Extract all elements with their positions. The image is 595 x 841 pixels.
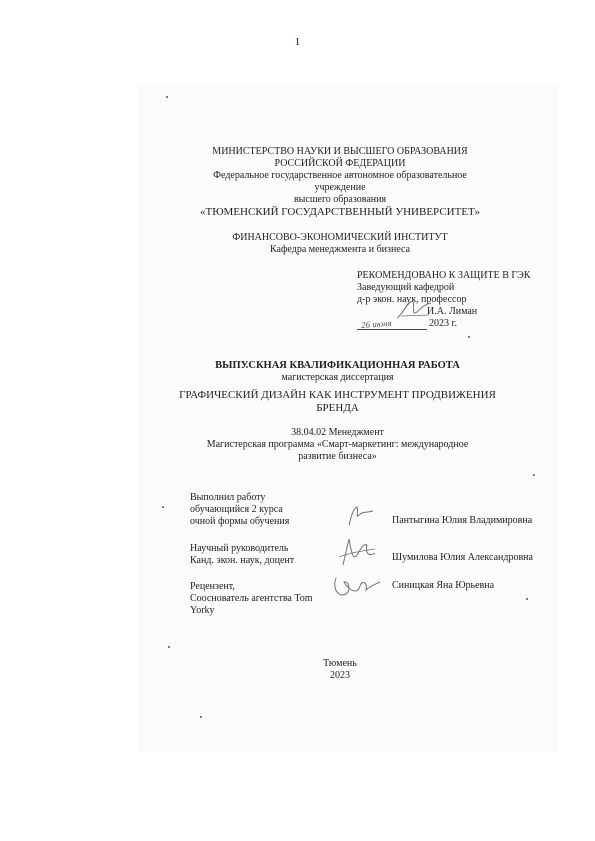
scan-speck xyxy=(533,474,535,476)
program-line-1: Магистерская программа «Смарт-маркетинг: международное xyxy=(206,439,469,450)
institute-block xyxy=(190,232,490,256)
reviewer-role-line-1: Рецензент, xyxy=(190,581,235,592)
scan-speck xyxy=(162,506,164,508)
reviewer-role xyxy=(190,581,340,617)
work-block xyxy=(170,360,505,384)
work-subtype: магистерская диссертация xyxy=(281,372,394,383)
scan-speck xyxy=(166,96,168,98)
ministry-line-1: МИНИСТЕРСТВО НАУКИ И ВЫСШЕГО ОБРАЗОВАНИЯ xyxy=(212,146,468,157)
specialty-code: 38.04.02 Менеджмент xyxy=(291,427,384,438)
author-signature xyxy=(345,503,377,527)
work-title-line-2: БРЕНДА xyxy=(316,402,359,414)
footer-year: 2023 xyxy=(330,670,350,681)
footer-city: Тюмень xyxy=(323,658,357,669)
handwritten-date: 26 июня xyxy=(360,317,393,331)
scan-speck xyxy=(468,336,470,338)
supervisor-signature xyxy=(335,535,379,569)
reviewer-role-line-3: Yorky xyxy=(190,605,215,616)
reviewer-signature xyxy=(330,570,382,602)
author-role-line-1: Выполнил работу xyxy=(190,492,266,503)
institute-name: ФИНАНСОВО-ЭКОНОМИЧЕСКИЙ ИНСТИТУТ xyxy=(232,232,448,243)
page-number: 1 xyxy=(294,36,301,48)
author-role-line-3: очной формы обучения xyxy=(190,516,290,527)
approval-degree: д-р экон. наук, профессор xyxy=(357,294,467,305)
work-title xyxy=(170,389,505,415)
approval-name: И.А. Лиман xyxy=(427,306,478,317)
work-title-line-1: ГРАФИЧЕСКИЙ ДИЗАЙН КАК ИНСТРУМЕНТ ПРОДВИЖЕНИЯ xyxy=(179,389,496,401)
header-block xyxy=(190,146,490,219)
scan-speck xyxy=(168,646,170,648)
reviewer-role-line-2: Сооснователь агентства Tom xyxy=(190,593,313,604)
author-role xyxy=(190,492,340,528)
university-name: «ТЮМЕНСКИЙ ГОСУДАРСТВЕННЫЙ УНИВЕРСИТЕТ» xyxy=(200,206,480,218)
institution-line-1: Федеральное государственное автономное образовательное xyxy=(213,170,467,181)
ministry-line-2: РОССИЙСКОЙ ФЕДЕРАЦИИ xyxy=(274,158,406,169)
approval-recommended: РЕКОМЕНДОВАНО К ЗАЩИТЕ В ГЭК xyxy=(357,270,531,281)
supervisor-role-line-2: Канд. экон. наук, доцент xyxy=(190,555,295,566)
department-name: Кафедра менеджмента и бизнеса xyxy=(269,244,411,255)
institution-line-3: высшего образования xyxy=(293,194,387,205)
approval-year: 2023 г. xyxy=(429,318,457,329)
work-type: ВЫПУСКНАЯ КВАЛИФИКАЦИОННАЯ РАБОТА xyxy=(215,360,460,371)
author-name: Пантыгина Юлия Владимировна xyxy=(392,515,533,526)
author-role-line-2: обучающийся 2 курса xyxy=(190,504,283,515)
institution-line-2: учреждение xyxy=(314,182,366,193)
supervisor-role-line-1: Научный руководитель xyxy=(190,543,289,554)
reviewer-name: Синицкая Яна Юрьевна xyxy=(392,580,495,591)
scan-speck xyxy=(526,598,528,600)
program-line-2: развитие бизнеса» xyxy=(298,451,377,462)
approval-head-of-department: Заведующий кафедрой xyxy=(357,282,455,293)
program-block xyxy=(170,427,505,463)
footer-block xyxy=(190,658,490,682)
scan-speck xyxy=(200,716,202,718)
supervisor-role xyxy=(190,543,340,567)
head-signature xyxy=(395,298,435,322)
supervisor-name: Шумилова Юлия Александровна xyxy=(392,552,533,563)
approval-block xyxy=(357,270,557,332)
